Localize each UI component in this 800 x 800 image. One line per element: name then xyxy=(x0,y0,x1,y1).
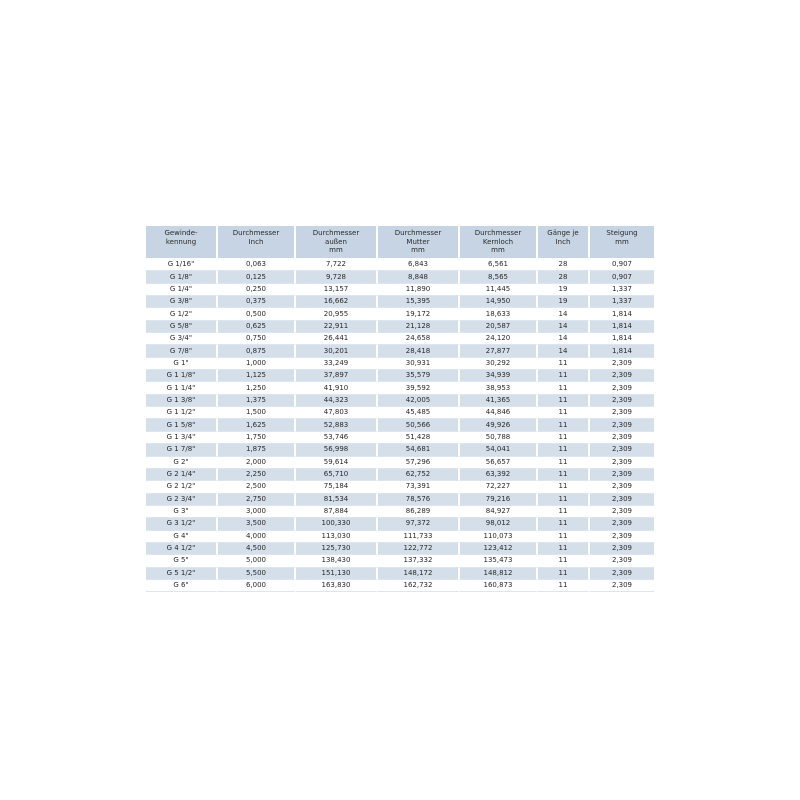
column-header-line: mm xyxy=(411,246,425,254)
table-cell-gaenge-je-inch: 11 xyxy=(538,457,590,469)
table-cell-durchmesser-inch: 2,500 xyxy=(218,481,296,493)
table-cell-durchmesser-mutter-mm: 39,592 xyxy=(378,382,460,394)
table-cell-gaenge-je-inch: 28 xyxy=(538,271,590,283)
table-cell-gewindekennung: G 1 7/8" xyxy=(146,444,218,456)
column-header-line: außen xyxy=(325,237,347,246)
table-cell-durchmesser-kernloch-mm: 27,877 xyxy=(460,345,538,357)
table-cell-steigung-mm: 2,309 xyxy=(590,494,654,506)
table-cell-steigung-mm: 2,309 xyxy=(590,457,654,469)
table-row xyxy=(146,296,654,308)
column-header-line: Inch xyxy=(555,237,571,246)
table-cell-steigung-mm: 2,309 xyxy=(590,407,654,419)
column-header-durchmesser-aussen-mm xyxy=(296,226,378,259)
table-cell-steigung-mm: 1,814 xyxy=(590,321,654,333)
table-cell-durchmesser-mutter-mm: 54,681 xyxy=(378,444,460,456)
column-header-gaenge-je-inch xyxy=(538,226,590,259)
table-cell-durchmesser-aussen-mm: 113,030 xyxy=(296,531,378,543)
table-cell-durchmesser-kernloch-mm: 135,473 xyxy=(460,555,538,567)
table-cell-steigung-mm: 2,309 xyxy=(590,568,654,580)
table-cell-durchmesser-mutter-mm: 137,332 xyxy=(378,555,460,567)
table-cell-durchmesser-kernloch-mm: 8,565 xyxy=(460,271,538,283)
table-cell-durchmesser-kernloch-mm: 11,445 xyxy=(460,284,538,296)
table-cell-gewindekennung: G 2 3/4" xyxy=(146,494,218,506)
table-cell-durchmesser-inch: 1,500 xyxy=(218,407,296,419)
table-cell-durchmesser-kernloch-mm: 79,216 xyxy=(460,494,538,506)
table-cell-durchmesser-kernloch-mm: 123,412 xyxy=(460,543,538,555)
table-cell-durchmesser-mutter-mm: 162,732 xyxy=(378,580,460,592)
table-cell-gewindekennung: G 3/4" xyxy=(146,333,218,345)
table-cell-gaenge-je-inch: 11 xyxy=(538,370,590,382)
table-cell-durchmesser-kernloch-mm: 30,292 xyxy=(460,358,538,370)
table-cell-durchmesser-aussen-mm: 163,830 xyxy=(296,580,378,592)
table-cell-durchmesser-aussen-mm: 16,662 xyxy=(296,296,378,308)
table-cell-durchmesser-aussen-mm: 20,955 xyxy=(296,308,378,320)
table-cell-durchmesser-inch: 0,875 xyxy=(218,345,296,357)
table-cell-gaenge-je-inch: 14 xyxy=(538,321,590,333)
table-cell-durchmesser-kernloch-mm: 50,788 xyxy=(460,432,538,444)
table-cell-durchmesser-mutter-mm: 97,372 xyxy=(378,518,460,530)
table-row xyxy=(146,382,654,394)
table-cell-steigung-mm: 2,309 xyxy=(590,432,654,444)
table-cell-durchmesser-mutter-mm: 148,172 xyxy=(378,568,460,580)
table-cell-gewindekennung: G 5 1/2" xyxy=(146,568,218,580)
table-cell-durchmesser-inch: 0,125 xyxy=(218,271,296,283)
table-cell-gewindekennung: G 1 1/2" xyxy=(146,407,218,419)
column-header-line: Durchmesser xyxy=(232,229,280,237)
table-cell-gewindekennung: G 3 1/2" xyxy=(146,518,218,530)
column-header-line: mm xyxy=(491,246,505,254)
table-row xyxy=(146,555,654,567)
thread-size-table xyxy=(146,226,654,592)
table-cell-gaenge-je-inch: 11 xyxy=(538,506,590,518)
table-cell-gewindekennung: G 5" xyxy=(146,555,218,567)
table-cell-steigung-mm: 1,337 xyxy=(590,296,654,308)
table-cell-durchmesser-inch: 0,375 xyxy=(218,296,296,308)
table-cell-durchmesser-aussen-mm: 138,430 xyxy=(296,555,378,567)
table-cell-steigung-mm: 2,309 xyxy=(590,370,654,382)
column-header-line: mm xyxy=(329,246,343,254)
table-cell-gewindekennung: G 3/8" xyxy=(146,296,218,308)
table-row xyxy=(146,481,654,493)
table-row xyxy=(146,568,654,580)
table-cell-gewindekennung: G 7/8" xyxy=(146,345,218,357)
table-cell-gewindekennung: G 1 5/8" xyxy=(146,419,218,431)
table-row xyxy=(146,444,654,456)
table-cell-durchmesser-aussen-mm: 81,534 xyxy=(296,494,378,506)
table-cell-steigung-mm: 2,309 xyxy=(590,580,654,592)
table-cell-gewindekennung: G 1/16" xyxy=(146,259,218,271)
table-cell-gewindekennung: G 1/4" xyxy=(146,284,218,296)
table-cell-gewindekennung: G 1" xyxy=(146,358,218,370)
table-cell-durchmesser-mutter-mm: 111,733 xyxy=(378,531,460,543)
table-cell-gewindekennung: G 1 3/4" xyxy=(146,432,218,444)
table-cell-durchmesser-kernloch-mm: 63,392 xyxy=(460,469,538,481)
table-cell-durchmesser-kernloch-mm: 24,120 xyxy=(460,333,538,345)
header-row xyxy=(146,226,654,259)
table-cell-durchmesser-kernloch-mm: 44,846 xyxy=(460,407,538,419)
table-row xyxy=(146,506,654,518)
table-cell-durchmesser-kernloch-mm: 72,227 xyxy=(460,481,538,493)
table-cell-durchmesser-kernloch-mm: 148,812 xyxy=(460,568,538,580)
table-cell-gaenge-je-inch: 11 xyxy=(538,469,590,481)
table-cell-gewindekennung: G 4" xyxy=(146,531,218,543)
table-cell-gewindekennung: G 2" xyxy=(146,457,218,469)
table-cell-durchmesser-kernloch-mm: 18,633 xyxy=(460,308,538,320)
table-cell-durchmesser-aussen-mm: 37,897 xyxy=(296,370,378,382)
table-body xyxy=(146,259,654,592)
table-cell-durchmesser-mutter-mm: 86,289 xyxy=(378,506,460,518)
table-cell-gewindekennung: G 2 1/2" xyxy=(146,481,218,493)
table-cell-durchmesser-mutter-mm: 21,128 xyxy=(378,321,460,333)
table-cell-durchmesser-aussen-mm: 65,710 xyxy=(296,469,378,481)
table-cell-durchmesser-mutter-mm: 45,485 xyxy=(378,407,460,419)
table-cell-durchmesser-kernloch-mm: 34,939 xyxy=(460,370,538,382)
column-header-line: kennung xyxy=(165,237,197,246)
table-row xyxy=(146,518,654,530)
table-cell-durchmesser-kernloch-mm: 110,073 xyxy=(460,531,538,543)
table-cell-gaenge-je-inch: 14 xyxy=(538,308,590,320)
table-cell-steigung-mm: 2,309 xyxy=(590,518,654,530)
table-cell-steigung-mm: 2,309 xyxy=(590,358,654,370)
table-cell-durchmesser-inch: 1,000 xyxy=(218,358,296,370)
table-cell-durchmesser-kernloch-mm: 160,873 xyxy=(460,580,538,592)
table-cell-durchmesser-mutter-mm: 11,890 xyxy=(378,284,460,296)
column-header-line: mm xyxy=(615,237,629,246)
table-cell-durchmesser-inch: 0,063 xyxy=(218,259,296,271)
table-cell-durchmesser-kernloch-mm: 84,927 xyxy=(460,506,538,518)
table-cell-gewindekennung: G 5/8" xyxy=(146,321,218,333)
table-row xyxy=(146,271,654,283)
table-cell-steigung-mm: 0,907 xyxy=(590,271,654,283)
column-header-line: Kernloch xyxy=(482,237,514,246)
table-cell-durchmesser-inch: 0,750 xyxy=(218,333,296,345)
table-cell-durchmesser-inch: 2,750 xyxy=(218,494,296,506)
table-cell-durchmesser-inch: 3,000 xyxy=(218,506,296,518)
column-header-line: Gewinde- xyxy=(164,229,198,237)
table-cell-durchmesser-mutter-mm: 50,566 xyxy=(378,419,460,431)
table-row xyxy=(146,308,654,320)
table-cell-gaenge-je-inch: 11 xyxy=(538,358,590,370)
table-cell-durchmesser-mutter-mm: 57,296 xyxy=(378,457,460,469)
table-cell-gewindekennung: G 4 1/2" xyxy=(146,543,218,555)
table-cell-durchmesser-inch: 4,500 xyxy=(218,543,296,555)
table-cell-gaenge-je-inch: 11 xyxy=(538,543,590,555)
table-cell-durchmesser-inch: 1,375 xyxy=(218,395,296,407)
table-cell-gaenge-je-inch: 11 xyxy=(538,419,590,431)
table-cell-durchmesser-aussen-mm: 59,614 xyxy=(296,457,378,469)
table-cell-gaenge-je-inch: 11 xyxy=(538,382,590,394)
table-cell-gewindekennung: G 1 3/8" xyxy=(146,395,218,407)
table-cell-durchmesser-aussen-mm: 151,130 xyxy=(296,568,378,580)
table-cell-gaenge-je-inch: 11 xyxy=(538,432,590,444)
table-row xyxy=(146,531,654,543)
table-cell-gaenge-je-inch: 19 xyxy=(538,284,590,296)
table-cell-gaenge-je-inch: 11 xyxy=(538,555,590,567)
table-row xyxy=(146,457,654,469)
table-cell-durchmesser-inch: 3,500 xyxy=(218,518,296,530)
table-cell-durchmesser-aussen-mm: 47,803 xyxy=(296,407,378,419)
table-header xyxy=(146,226,654,259)
table-cell-steigung-mm: 2,309 xyxy=(590,506,654,518)
column-header-steigung-mm xyxy=(590,226,654,259)
table-cell-gaenge-je-inch: 11 xyxy=(538,580,590,592)
table-cell-gewindekennung: G 1 1/8" xyxy=(146,370,218,382)
table-cell-durchmesser-inch: 5,500 xyxy=(218,568,296,580)
table-cell-durchmesser-inch: 0,500 xyxy=(218,308,296,320)
table-row xyxy=(146,370,654,382)
table-cell-steigung-mm: 2,309 xyxy=(590,419,654,431)
column-header-line: Steigung xyxy=(606,229,638,237)
table-cell-steigung-mm: 2,309 xyxy=(590,395,654,407)
table-cell-durchmesser-aussen-mm: 53,746 xyxy=(296,432,378,444)
table-cell-durchmesser-aussen-mm: 41,910 xyxy=(296,382,378,394)
table-cell-gewindekennung: G 2 1/4" xyxy=(146,469,218,481)
table-cell-durchmesser-inch: 4,000 xyxy=(218,531,296,543)
table-cell-durchmesser-aussen-mm: 56,998 xyxy=(296,444,378,456)
table-cell-gaenge-je-inch: 11 xyxy=(538,395,590,407)
table-cell-durchmesser-mutter-mm: 51,428 xyxy=(378,432,460,444)
table-row xyxy=(146,333,654,345)
table-cell-durchmesser-inch: 0,250 xyxy=(218,284,296,296)
table-cell-durchmesser-inch: 5,000 xyxy=(218,555,296,567)
table-cell-steigung-mm: 0,907 xyxy=(590,259,654,271)
table-cell-durchmesser-aussen-mm: 75,184 xyxy=(296,481,378,493)
table-cell-durchmesser-aussen-mm: 44,323 xyxy=(296,395,378,407)
table-cell-steigung-mm: 1,337 xyxy=(590,284,654,296)
table-cell-durchmesser-inch: 1,875 xyxy=(218,444,296,456)
table-cell-gaenge-je-inch: 14 xyxy=(538,333,590,345)
column-header-line: Mutter xyxy=(406,237,430,246)
table-cell-steigung-mm: 1,814 xyxy=(590,333,654,345)
table-cell-durchmesser-kernloch-mm: 20,587 xyxy=(460,321,538,333)
table-cell-durchmesser-mutter-mm: 73,391 xyxy=(378,481,460,493)
table-cell-durchmesser-kernloch-mm: 14,950 xyxy=(460,296,538,308)
table-cell-durchmesser-aussen-mm: 26,441 xyxy=(296,333,378,345)
column-header-line: Durchmesser xyxy=(312,229,360,237)
table-cell-durchmesser-aussen-mm: 13,157 xyxy=(296,284,378,296)
table-cell-gaenge-je-inch: 11 xyxy=(538,531,590,543)
table-cell-durchmesser-inch: 1,250 xyxy=(218,382,296,394)
table-cell-steigung-mm: 2,309 xyxy=(590,531,654,543)
column-header-durchmesser-inch xyxy=(218,226,296,259)
table-cell-steigung-mm: 2,309 xyxy=(590,543,654,555)
table-cell-durchmesser-aussen-mm: 7,722 xyxy=(296,259,378,271)
table-cell-durchmesser-kernloch-mm: 98,012 xyxy=(460,518,538,530)
table-cell-gaenge-je-inch: 19 xyxy=(538,296,590,308)
table-cell-durchmesser-aussen-mm: 22,911 xyxy=(296,321,378,333)
table-cell-durchmesser-aussen-mm: 30,201 xyxy=(296,345,378,357)
table-cell-gewindekennung: G 6" xyxy=(146,580,218,592)
table-cell-gaenge-je-inch: 11 xyxy=(538,568,590,580)
table-cell-durchmesser-mutter-mm: 6,843 xyxy=(378,259,460,271)
table-cell-durchmesser-aussen-mm: 87,884 xyxy=(296,506,378,518)
table-cell-durchmesser-mutter-mm: 35,579 xyxy=(378,370,460,382)
table-cell-durchmesser-mutter-mm: 30,931 xyxy=(378,358,460,370)
table-cell-steigung-mm: 1,814 xyxy=(590,308,654,320)
table-row xyxy=(146,259,654,271)
table-row xyxy=(146,407,654,419)
table-cell-durchmesser-inch: 2,000 xyxy=(218,457,296,469)
table-cell-durchmesser-mutter-mm: 78,576 xyxy=(378,494,460,506)
table-cell-durchmesser-aussen-mm: 9,728 xyxy=(296,271,378,283)
table-row xyxy=(146,580,654,592)
table-row xyxy=(146,543,654,555)
table-cell-gaenge-je-inch: 11 xyxy=(538,481,590,493)
table-cell-durchmesser-kernloch-mm: 6,561 xyxy=(460,259,538,271)
table-cell-steigung-mm: 2,309 xyxy=(590,555,654,567)
table-cell-durchmesser-aussen-mm: 100,330 xyxy=(296,518,378,530)
column-header-line: Inch xyxy=(248,237,264,246)
table-cell-durchmesser-aussen-mm: 125,730 xyxy=(296,543,378,555)
column-header-durchmesser-mutter-mm xyxy=(378,226,460,259)
table-cell-durchmesser-inch: 6,000 xyxy=(218,580,296,592)
table-cell-steigung-mm: 1,814 xyxy=(590,345,654,357)
table-cell-gewindekennung: G 1/2" xyxy=(146,308,218,320)
column-header-line: Durchmesser xyxy=(394,229,442,237)
table-cell-durchmesser-inch: 0,625 xyxy=(218,321,296,333)
table-row xyxy=(146,358,654,370)
table-cell-gaenge-je-inch: 11 xyxy=(538,518,590,530)
table-cell-gaenge-je-inch: 28 xyxy=(538,259,590,271)
table-row xyxy=(146,469,654,481)
table-cell-gewindekennung: G 1/8" xyxy=(146,271,218,283)
table-cell-durchmesser-inch: 1,125 xyxy=(218,370,296,382)
table-cell-durchmesser-kernloch-mm: 56,657 xyxy=(460,457,538,469)
table-cell-durchmesser-kernloch-mm: 49,926 xyxy=(460,419,538,431)
table-cell-gaenge-je-inch: 11 xyxy=(538,444,590,456)
table-cell-durchmesser-mutter-mm: 122,772 xyxy=(378,543,460,555)
table-cell-durchmesser-inch: 1,625 xyxy=(218,419,296,431)
table-cell-durchmesser-inch: 1,750 xyxy=(218,432,296,444)
table-cell-durchmesser-mutter-mm: 8,848 xyxy=(378,271,460,283)
table-row xyxy=(146,345,654,357)
column-header-line: Durchmesser xyxy=(474,229,522,237)
table-cell-durchmesser-inch: 2,250 xyxy=(218,469,296,481)
table-cell-gaenge-je-inch: 14 xyxy=(538,345,590,357)
table-cell-durchmesser-kernloch-mm: 38,953 xyxy=(460,382,538,394)
table-cell-gewindekennung: G 3" xyxy=(146,506,218,518)
table-cell-durchmesser-mutter-mm: 24,658 xyxy=(378,333,460,345)
table-cell-steigung-mm: 2,309 xyxy=(590,469,654,481)
table-row xyxy=(146,395,654,407)
table-row xyxy=(146,494,654,506)
table-cell-durchmesser-mutter-mm: 62,752 xyxy=(378,469,460,481)
table-row xyxy=(146,284,654,296)
table-row xyxy=(146,432,654,444)
table-cell-steigung-mm: 2,309 xyxy=(590,444,654,456)
table-row xyxy=(146,419,654,431)
table-cell-durchmesser-aussen-mm: 33,249 xyxy=(296,358,378,370)
column-header-durchmesser-kernloch-mm xyxy=(460,226,538,259)
table-row xyxy=(146,321,654,333)
table-cell-durchmesser-mutter-mm: 15,395 xyxy=(378,296,460,308)
table-cell-steigung-mm: 2,309 xyxy=(590,382,654,394)
table-cell-durchmesser-aussen-mm: 52,883 xyxy=(296,419,378,431)
table-cell-steigung-mm: 2,309 xyxy=(590,481,654,493)
table-cell-gaenge-je-inch: 11 xyxy=(538,407,590,419)
table-cell-gewindekennung: G 1 1/4" xyxy=(146,382,218,394)
table-cell-durchmesser-mutter-mm: 42,005 xyxy=(378,395,460,407)
table-cell-durchmesser-mutter-mm: 19,172 xyxy=(378,308,460,320)
table-cell-durchmesser-kernloch-mm: 54,041 xyxy=(460,444,538,456)
table-cell-gaenge-je-inch: 11 xyxy=(538,494,590,506)
column-header-gewindekennung xyxy=(146,226,218,259)
column-header-line: Gänge je xyxy=(547,229,579,237)
table-cell-durchmesser-kernloch-mm: 41,365 xyxy=(460,395,538,407)
table-cell-durchmesser-mutter-mm: 28,418 xyxy=(378,345,460,357)
